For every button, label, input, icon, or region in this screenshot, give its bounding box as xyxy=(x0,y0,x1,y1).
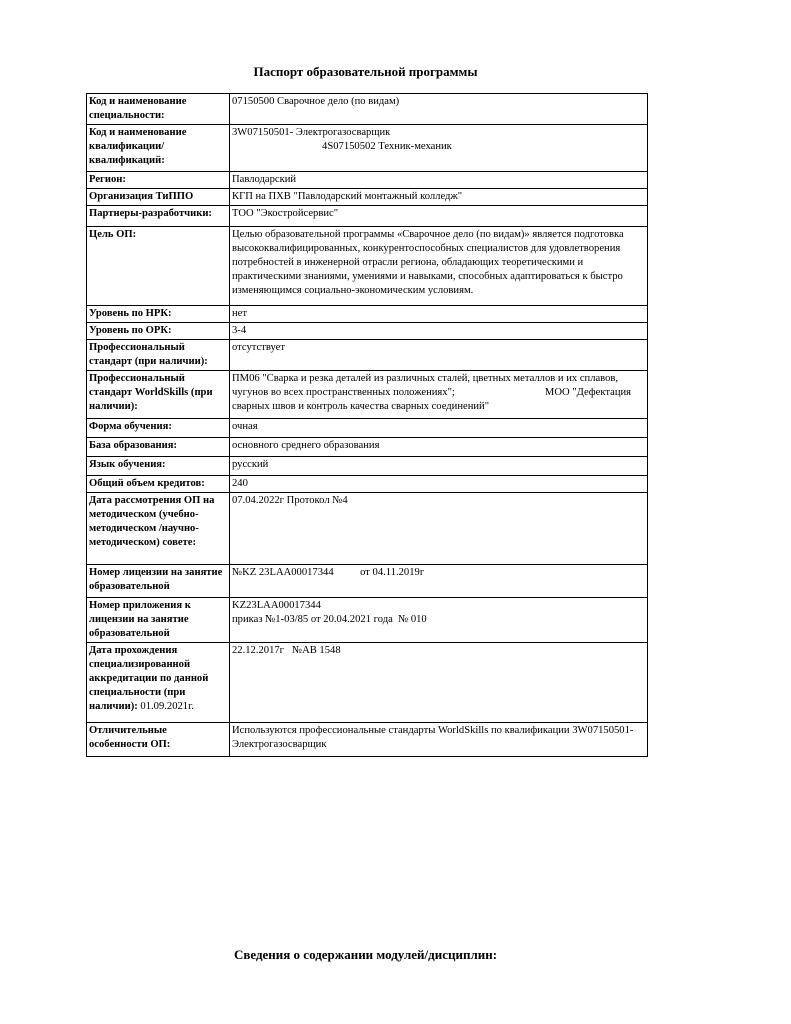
row-label xyxy=(87,323,230,340)
row-value: основного среднего образования xyxy=(230,438,648,457)
row-label xyxy=(87,493,230,565)
row-label-text: Номер лицензии на занятие образовательной xyxy=(89,567,223,592)
row-label-text: Уровень по ОРК: xyxy=(89,325,172,336)
row-label-text: База образования: xyxy=(89,440,177,451)
row-label-text: Общий объем кредитов: xyxy=(89,478,205,489)
row-label-text: Уровень по НРК: xyxy=(89,308,172,319)
row-value: очная xyxy=(230,419,648,438)
row-label xyxy=(87,723,230,757)
table-row xyxy=(87,723,648,757)
row-label-text: Регион: xyxy=(89,174,126,185)
table-row xyxy=(87,340,648,371)
row-label xyxy=(87,125,230,172)
row-value: 3-4 xyxy=(230,323,648,340)
table-row xyxy=(87,457,648,476)
row-value: 07.04.2022г Протокол №4 xyxy=(230,493,648,565)
row-label xyxy=(87,565,230,598)
row-value: KZ23LAA00017344 приказ №1-03/85 от 20.04.2021 года № 010 xyxy=(230,598,648,643)
table-row xyxy=(87,565,648,598)
row-value: нет xyxy=(230,306,648,323)
table-row xyxy=(87,227,648,306)
row-value: русский xyxy=(230,457,648,476)
table-row xyxy=(87,371,648,419)
table-row xyxy=(87,419,648,438)
row-label-text: Язык обучения: xyxy=(89,459,166,470)
row-value: Используются профессиональные стандарты WorldSkills по квалификации 3W07150501- Электрогазосварщик xyxy=(230,723,648,757)
row-label-text: Профессиональный стандарт (при наличии): xyxy=(89,342,208,367)
row-label-text: Цель ОП: xyxy=(89,229,137,240)
table-row xyxy=(87,125,648,172)
row-value: КГП на ПХВ "Павлодарский монтажный колледж" xyxy=(230,189,648,206)
row-label xyxy=(87,476,230,493)
row-value: 240 xyxy=(230,476,648,493)
row-label xyxy=(87,172,230,189)
table-row xyxy=(87,189,648,206)
table-row xyxy=(87,438,648,457)
row-label-text: Номер приложения к лицензии на занятие образовательной xyxy=(89,600,191,639)
row-label-text: Профессиональный стандарт WorldSkills (при наличии): xyxy=(89,373,213,412)
row-value: отсутствует xyxy=(230,340,648,371)
row-value: Павлодарский xyxy=(230,172,648,189)
row-value: ТОО "Экостройсервис" xyxy=(230,206,648,227)
table-row xyxy=(87,172,648,189)
row-label xyxy=(87,189,230,206)
row-label xyxy=(87,227,230,306)
row-label xyxy=(87,419,230,438)
table-row xyxy=(87,94,648,125)
row-label-text: Форма обучения: xyxy=(89,421,172,432)
table-row xyxy=(87,323,648,340)
row-label-text: Отличительные особенности ОП: xyxy=(89,725,171,750)
table-row xyxy=(87,476,648,493)
row-label xyxy=(87,438,230,457)
row-label xyxy=(87,306,230,323)
row-label xyxy=(87,340,230,371)
row-label-text: Организация ТиППО xyxy=(89,191,194,202)
row-value: 3W07150501- Электрогазосварщик 4S07150502 Техник-механик xyxy=(230,125,648,172)
row-label xyxy=(87,94,230,125)
row-label-text: Дата рассмотрения ОП на методическом (учебно-методическом /научно-методическом) совете: xyxy=(89,495,215,548)
row-value: 22.12.2017г №АВ 1548 xyxy=(230,643,648,723)
row-label-text: Дата прохождения специализированной аккредитации по данной специальности (при наличии): xyxy=(89,645,209,712)
row-value: 07150500 Сварочное дело (по видам) xyxy=(230,94,648,125)
row-label xyxy=(87,371,230,419)
row-value: №KZ 23LAA00017344 от 04.11.2019г xyxy=(230,565,648,598)
row-label xyxy=(87,206,230,227)
section-heading: Сведения о содержании модулей/дисциплин: xyxy=(233,947,498,962)
passport-table xyxy=(86,93,648,757)
row-label-text: Партнеры-разработчики: xyxy=(89,208,212,219)
table-row xyxy=(87,598,648,643)
row-label-text: Код и наименование специальности: xyxy=(89,96,187,121)
row-label xyxy=(87,457,230,476)
table-row xyxy=(87,643,648,723)
table-row xyxy=(87,206,648,227)
row-label xyxy=(87,598,230,643)
row-label-date: 01.09.2021г. xyxy=(137,701,194,712)
row-label xyxy=(87,643,230,723)
document-title: Паспорт образовательной программы xyxy=(253,64,478,79)
table-row xyxy=(87,306,648,323)
row-value: ПМ06 "Сварка и резка деталей из различных сталей, цветных металлов и их сплавов, чугунов во всех пространственных положениях"; МОО "Дефектация сварных швов и контроль качества сварных соединений" xyxy=(230,371,648,419)
row-label-text: Код и наименование квалификации/ квалификаций: xyxy=(89,127,187,166)
row-value: Целью образовательной программы «Сварочное дело (по видам)» является подготовка высококвалифицированных, конкурентоспособных специалистов для удовлетворения потребностей в инженерной отрасли региона, обладающих теоретическими и практическими знаниями, умениями и навыками, способных адаптироваться к быстро изменяющимся социально-экономическим условиям. xyxy=(230,227,648,306)
table-row xyxy=(87,493,648,565)
